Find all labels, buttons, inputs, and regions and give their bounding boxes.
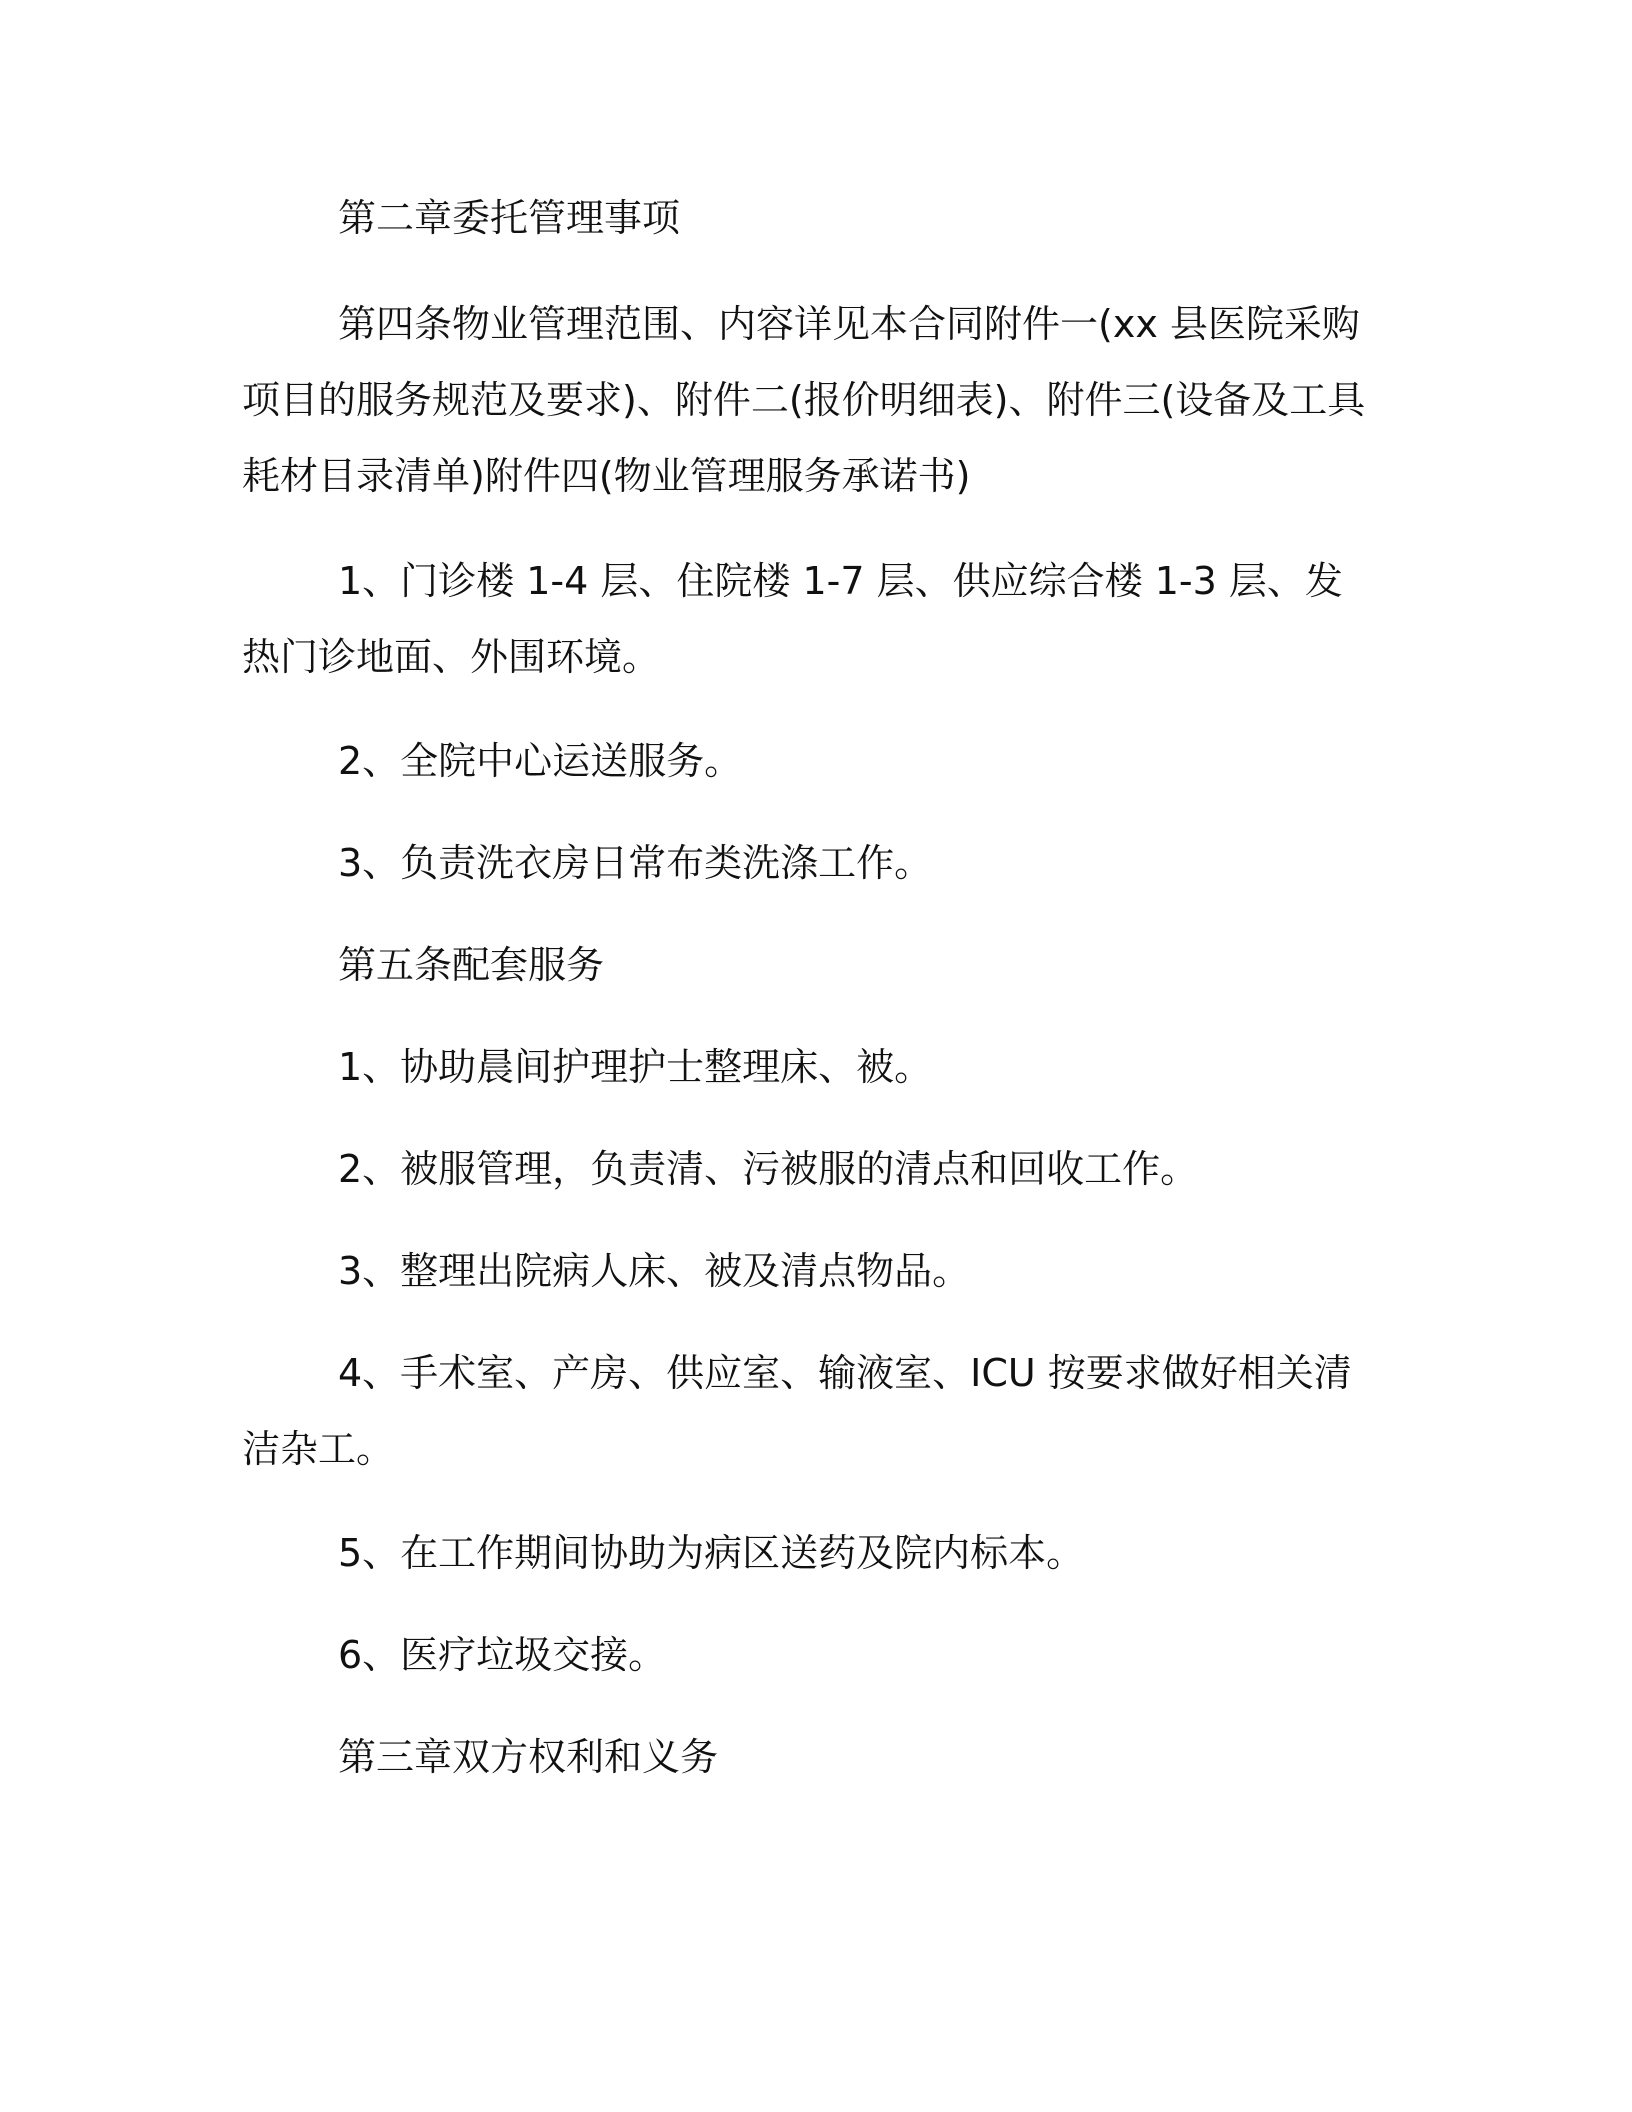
- chapter-2-heading: 第二章委托管理事项: [338, 196, 681, 240]
- article-5-item-1: 1、协助晨间护理护士整理床、被。: [338, 1045, 933, 1089]
- article-5-item-3: 3、整理出院病人床、被及清点物品。: [338, 1249, 971, 1293]
- article-4-paragraph: 第四条物业管理范围、内容详见本合同附件一(xx 县医院采购项目的服务规范及要求)、附件二(报价明细表)、附件三(设备及工具耗材目录清单)附件四(物业管理服务承诺书): [242, 302, 1366, 498]
- article-4-item-2: 2、全院中心运送服务。: [338, 739, 743, 783]
- chapter-3-heading: 第三章双方权利和义务: [338, 1735, 719, 1779]
- article-5-item-4: 4、手术室、产房、供应室、输液室、ICU 按要求做好相关清洁杂工。: [242, 1351, 1352, 1471]
- article-5-item-5: 5、在工作期间协助为病区送药及院内标本。: [338, 1531, 1085, 1575]
- article-5-item-2: 2、被服管理，负责清、污被服的清点和回收工作。: [338, 1147, 1199, 1191]
- article-4-item-3: 3、负责洗衣房日常布类洗涤工作。: [338, 841, 933, 885]
- article-5-item-6: 6、医疗垃圾交接。: [338, 1633, 667, 1677]
- article-5-heading: 第五条配套服务: [338, 943, 605, 987]
- article-4-item-1: 1、门诊楼 1-4 层、住院楼 1-7 层、供应综合楼 1-3 层、发热门诊地面、外围环境。: [242, 559, 1343, 679]
